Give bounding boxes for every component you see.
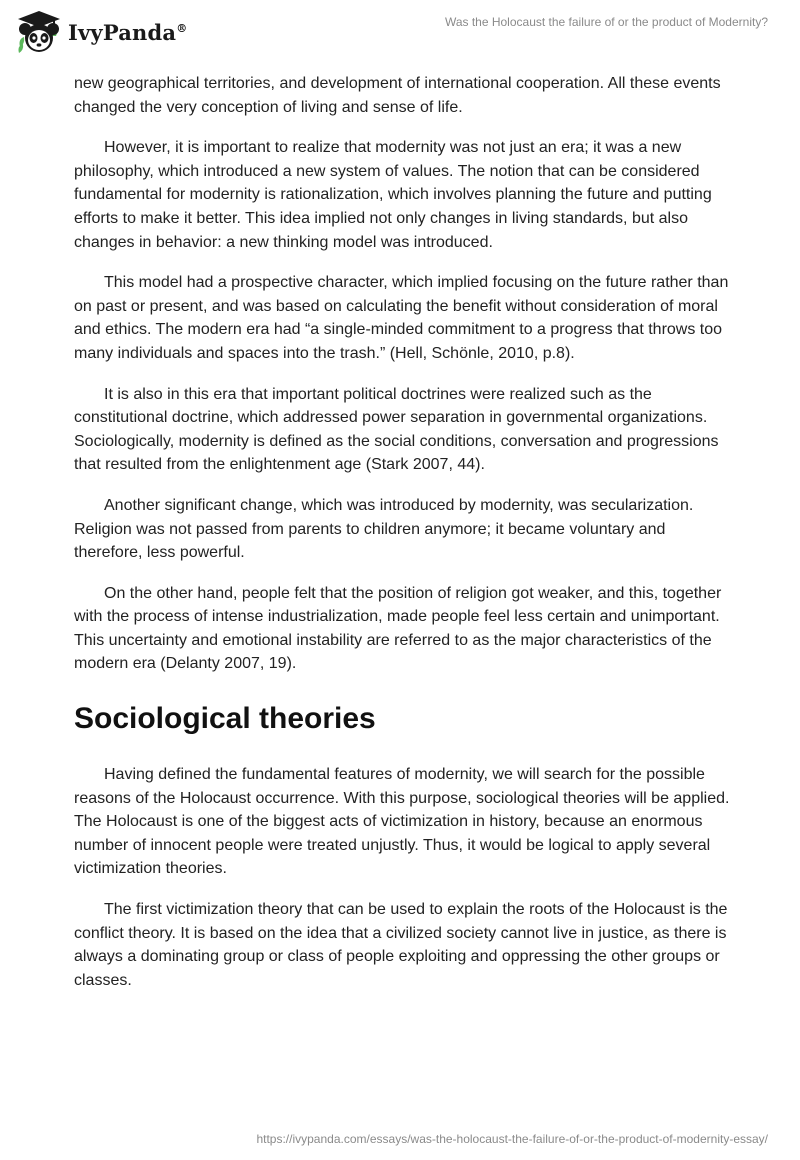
panda-graduation-cap-icon	[16, 9, 62, 55]
paragraph: Another significant change, which was introduced by modernity, was secularization. Religion was not passed from parents to children anymore; it became voluntary and therefore, less powerful.	[74, 496, 694, 562]
document-title: Was the Holocaust the failure of or the product of Modernity?	[444, 15, 768, 29]
paragraph: The first victimization theory that can be used to explain the roots of the Holocaust is the conflict theory. It is based on the idea that a civilized society cannot live in justice, as there is always a dominating group or class of people exploiting and oppressing the other groups or classes.	[74, 901, 728, 989]
paragraph: It is also in this era that important political doctrines were realized such as the constitutional doctrine, which addressed power separation in governmental organizations. Sociologically, modernity is defined as the social conditions, conversation and progressions that resulted from the enlightenment age (Stark 2007, 44).	[74, 385, 719, 474]
essay-content	[74, 72, 734, 1009]
logo-wordmark: IvyPanda®	[68, 19, 188, 45]
footer-source-url[interactable]: https://ivypanda.com/essays/was-the-holocaust-the-failure-of-or-the-product-of-modernity-essay/	[256, 1132, 768, 1146]
paragraph: new geographical territories, and development of international cooperation. All these events changed the very conception of living and sense of life.	[74, 75, 721, 116]
ivypanda-logo[interactable]	[16, 8, 187, 56]
paragraph: However, it is important to realize that modernity was not just an era; it was a new philosophy, which introduced a new system of values. The notion that can be considered fundamental for modernity is rationalization, which involves planning the future and putting efforts to make it better. This idea implied not only changes in living standards, but also changes in behavior: a new thinking model was introduced.	[74, 139, 712, 251]
page-header	[0, 0, 800, 70]
paragraph: On the other hand, people felt that the position of religion got weaker, and this, together with the process of intense industrialization, made people feel less certain and unimportant. This uncertainty and emotional instability are referred to as the major characteristics of the modern era (Delanty 2007, 19).	[74, 584, 722, 673]
paragraph: This model had a prospective character, which implied focusing on the future rather than on past or present, and was based on calculating the benefit without consideration of moral and ethics. The modern era had “a single-minded commitment to a progress that throws too many individuals and spaces into the trash.” (Hell, Schönle, 2010, p.8).	[74, 274, 729, 362]
paragraph: Having defined the fundamental features of modernity, we will search for the possible reasons of the Holocaust occurrence. With this purpose, sociological theories will be applied. The Holocaust is one of the biggest acts of victimization in history, because an enormous number of innocent people were treated unjustly. Thus, it would be logical to apply several victimization theories.	[74, 766, 730, 878]
section-heading: Sociological theories	[74, 702, 376, 736]
